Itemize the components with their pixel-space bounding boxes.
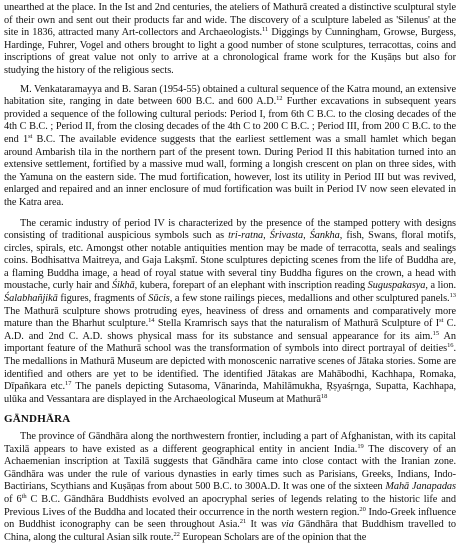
- footnote-ref[interactable]: 16: [447, 342, 454, 350]
- footnote-ref[interactable]: 12: [276, 95, 283, 103]
- footnote-ref[interactable]: 14: [148, 317, 155, 325]
- footnote-ref[interactable]: 18: [320, 392, 328, 400]
- footnote-ref[interactable]: 20: [359, 505, 366, 513]
- footnote-ref[interactable]: 15: [432, 329, 440, 337]
- footnote-ref[interactable]: 17: [65, 380, 72, 388]
- paragraph-katra-excavation: M. Venkataramayya and B. Saran (1954-55) obtained a cultural sequence of the Katra mound, an extensive habitation site, ranging in date between 600 B.C. and 600 A.D.$^{12}$ Further excavations in subsequent years provided a sequence of the following cultural periods: Period I, from 6th C B.C. to the closing decades of the 4th C B.C. ; Period II, from the closing decades of the 4th C to 200 C B.C. ; Period III, from 200 C B.C. to the end 1st B.C. The available evidence suggests that the earliest settlement was a small hamlet which began around Ambarish tila in the northern part of the present town. During Period II this habitation turned into an extensive settlement, fortified by a massive mud wall, forming a longish crescent on plan on three sides, with the Yamuna on the eastern side. The mud fortification, however, lost its utility in Period III but was revived, enlarged and repaired and an inner enclosure of mud fortification was built in Period IV now seen elevated in the Katra area.: [4, 83, 456, 208]
- paragraph-gandhara-province: The province of Gāndhāra along the northwestern frontier, including a part of Afghanistan, with its capital Taxilā appears to have existed as a different geographical entity in ancient India.$^{19}$ The discovery of an Achaemenian inscription at Taxilā suggests that Gāndhāra came into close contact with the Iranian zone. Gāndhāra was under the rule of various dynasties in early times such as Parisians, Greeks, Indians, Indo-Bactirians, Scythians and Kuṣāṇas from about 500 B.C. to 300A.D. It was one of the sixteen Mahā Janapadas of 6th C B.C. Gāndhāra Buddhists evolved an apocryphal series of legends relating to the historic life and Previous Lives of the Buddha and located their occurrence in the north western region.$^{20}$ Indo-Greek influence on Buddhist iconography can be seen throughout Asia.$^{21}$ It was via Gāndhāra that Buddhism travelled to China, along the cultural Asian silk route.$^{22}$ European Scholars are of the opinion that the: [4, 431, 456, 543]
- footnote-ref[interactable]: 19: [357, 442, 364, 450]
- section-heading-gandhara: GĀNDHĀRA: [4, 413, 71, 426]
- paragraph-mathura-discovery: unearthed at the place. In the Ist and 2nd centuries, the ateliers of Mathurā created a distinctive sculptural style of their own and sent out their products far and wide. The discovery of a sculpture labeled as 'Silenus' at the site in 1836, attracted many Art-collectors and Archaeologists.$^{11}$ Diggings by Cunningham, Growse, Burgess, Hardinge, Fuhrer, Vogel and others brought to light a good number of stone sculptures, terracottas, coins and inscriptions of great value not only to arrive at a chronological frame work for the Kuṣāṇs but also for studying the history of the religious sects.: [4, 2, 456, 76]
- footnote-ref[interactable]: 11: [262, 26, 269, 34]
- paragraph-ceramic-industry: The ceramic industry of period IV is characterized by the presence of the stamped pottery with designs consisting of traditional auspicious symbols such as tri-ratna, Śrivasta, Śankha, fish, Swans, floral motifs, circles, spirals, etc. Amongst other notable antiquities mention may be made of terracotta, seals and sealings coins. Bodhisattva Maitreya, and Gaja Lakṣmī. Stone sculptures depicting scenes from the life of Buddha are, a flaming Buddha image, a head of royal statue with several tiny Buddha figures on the crown, a head with moustache, curly hair and Śikhā, kubera, forepart of an elephant with inscription reading Suguspakasya, a lion. Śalabhañjikā figures, fragments of Sūcis, a few stone railings pieces, medallions and other sculptured panels.$^{13}$ The Mathurā sculpture shows protruding eyes, heaviness of dress and ornaments and comparatively more mature than the Bharhut sculpture.$^{14}$ Stella Kramrisch says that the naturalism of Mathurā Sculpture of Ist C. A.D. and 2nd C. A.D. shows physical mass for its substance and sensual appearance for its aim.$^{15}$ An important feature of the Mathurā school was the transformation of symbols into direct portrayal of deities$^{16}$. The medallions in Mathurā Museum are depicted with monoscenic narrative scenes of Jātaka stories. Some are identified and others are yet to be identified. The identified Jātakas are Mahābodhi, Kachhapa, Romaka, Dīpañkara etc.$^{17}$ The panels depicting Sutasoma, Vānarinda, Mahilāmukha, Ŗṣyaśṛnga, Supatta, Kachhapa, ulūka and Vessantara are displayed in the Archaeological Museum at Mathurā$^{18}$: [4, 217, 457, 405]
- footnote-ref[interactable]: 21: [239, 518, 247, 526]
- footnote-ref[interactable]: 13: [449, 292, 456, 300]
- footnote-ref[interactable]: 22: [173, 530, 180, 538]
